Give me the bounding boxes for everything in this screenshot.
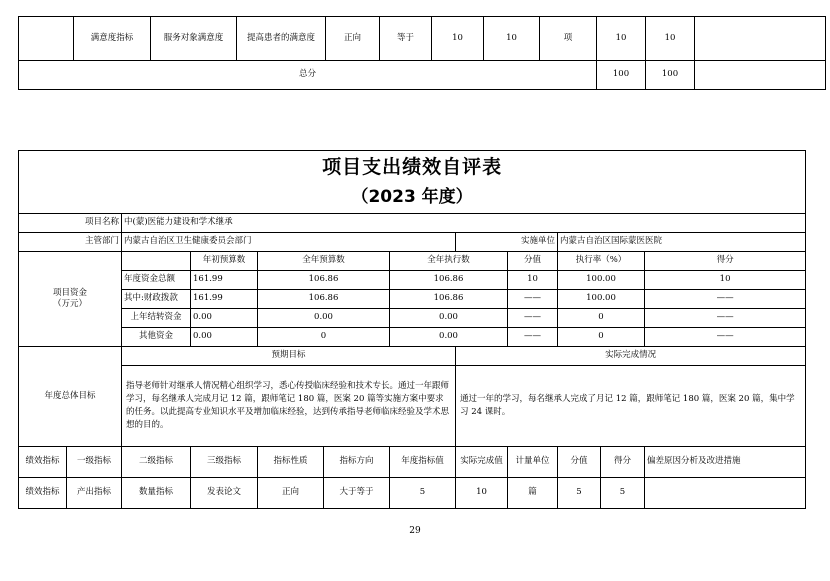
column-header: 全年执行数 bbox=[390, 252, 508, 271]
column-header: 年初预算数 bbox=[191, 252, 258, 271]
table-cell: 项 bbox=[540, 17, 597, 61]
funds-row bbox=[19, 328, 806, 347]
column-header: 二级指标 bbox=[122, 447, 191, 478]
table-cell: 上年结转资金 bbox=[122, 309, 191, 328]
table-cell: 0 bbox=[558, 328, 645, 347]
table-cell: 0.00 bbox=[191, 309, 258, 328]
table-cell bbox=[645, 478, 806, 509]
table-cell bbox=[19, 17, 74, 61]
table-row bbox=[19, 233, 806, 252]
goal-content-row bbox=[19, 366, 806, 447]
table-cell: 5 bbox=[558, 478, 601, 509]
title-row bbox=[19, 151, 806, 214]
table-cell: 5 bbox=[601, 478, 645, 509]
table-cell: 10 bbox=[484, 17, 540, 61]
table-cell bbox=[695, 17, 826, 61]
column-header: 三级指标 bbox=[191, 447, 258, 478]
table-cell bbox=[122, 252, 191, 271]
column-header: 指标方向 bbox=[324, 447, 390, 478]
column-header: 执行率（%） bbox=[558, 252, 645, 271]
table-cell: —— bbox=[508, 328, 558, 347]
table-cell: 年度资金总额 bbox=[122, 271, 191, 290]
previous-indicator-table bbox=[18, 16, 826, 90]
total-label: 总分 bbox=[19, 61, 597, 90]
funds-row bbox=[19, 271, 806, 290]
table-cell: 其中:财政拨款 bbox=[122, 290, 191, 309]
page-number: 29 bbox=[409, 526, 421, 536]
table-row bbox=[19, 214, 806, 233]
project-name-label: 项目名称 bbox=[19, 214, 122, 233]
table-cell: —— bbox=[508, 290, 558, 309]
indicator-header-row bbox=[19, 447, 806, 478]
self-evaluation-table bbox=[18, 150, 806, 509]
table-cell: 0.00 bbox=[390, 328, 508, 347]
table-cell: 0.00 bbox=[258, 309, 390, 328]
dept-label: 主管部门 bbox=[19, 233, 122, 252]
table-cell: 等于 bbox=[380, 17, 432, 61]
page-title: 项目支出绩效自评表 bbox=[322, 155, 503, 178]
table-cell: 10 bbox=[456, 478, 508, 509]
table-cell: 10 bbox=[597, 17, 646, 61]
column-header: 分值 bbox=[558, 447, 601, 478]
impl-value: 内蒙古自治区国际蒙医医院 bbox=[558, 233, 806, 252]
column-header: 全年预算数 bbox=[258, 252, 390, 271]
table-cell: 106.86 bbox=[390, 271, 508, 290]
dept-value: 内蒙古自治区卫生健康委员会部门 bbox=[122, 233, 456, 252]
table-cell: 161.99 bbox=[191, 271, 258, 290]
column-header: 一级指标 bbox=[67, 447, 122, 478]
expected-label: 预期目标 bbox=[122, 347, 456, 366]
table-cell: —— bbox=[645, 328, 806, 347]
column-header: 分值 bbox=[508, 252, 558, 271]
column-header: 实际完成值 bbox=[456, 447, 508, 478]
table-cell: 正向 bbox=[258, 478, 324, 509]
table-cell: 数量指标 bbox=[122, 478, 191, 509]
table-cell: 绩效指标 bbox=[19, 478, 67, 509]
table-cell: 100.00 bbox=[558, 271, 645, 290]
total-score: 100 bbox=[597, 61, 646, 90]
column-header: 得分 bbox=[601, 447, 645, 478]
table-cell: 106.86 bbox=[258, 290, 390, 309]
column-header: 得分 bbox=[645, 252, 806, 271]
table-cell: 10 bbox=[432, 17, 484, 61]
table-cell: 106.86 bbox=[390, 290, 508, 309]
table-cell: 0 bbox=[258, 328, 390, 347]
column-header: 计量单位 bbox=[508, 447, 558, 478]
table-cell: 服务对象满意度 bbox=[151, 17, 237, 61]
title-cell bbox=[19, 151, 806, 214]
table-cell: 10 bbox=[646, 17, 695, 61]
total-score: 100 bbox=[646, 61, 695, 90]
table-cell: 106.86 bbox=[258, 271, 390, 290]
table-cell: 161.99 bbox=[191, 290, 258, 309]
total-row bbox=[19, 61, 826, 90]
funds-row bbox=[19, 290, 806, 309]
table-cell: 5 bbox=[390, 478, 456, 509]
table-cell: 产出指标 bbox=[67, 478, 122, 509]
column-header: 指标性质 bbox=[258, 447, 324, 478]
table-cell: 10 bbox=[645, 271, 806, 290]
table-cell: 正向 bbox=[326, 17, 380, 61]
table-cell: 满意度指标 bbox=[74, 17, 151, 61]
funds-row bbox=[19, 309, 806, 328]
table-cell: 发表论文 bbox=[191, 478, 258, 509]
column-header: 绩效指标 bbox=[19, 447, 67, 478]
table-cell: —— bbox=[645, 290, 806, 309]
indicator-row bbox=[19, 478, 806, 509]
table-cell: 100.00 bbox=[558, 290, 645, 309]
table-cell: 篇 bbox=[508, 478, 558, 509]
column-header: 年度指标值 bbox=[390, 447, 456, 478]
goal-label: 年度总体目标 bbox=[19, 347, 122, 447]
table-cell: 大于等于 bbox=[324, 478, 390, 509]
table-row bbox=[19, 17, 826, 61]
table-cell: —— bbox=[645, 309, 806, 328]
impl-label: 实施单位 bbox=[456, 233, 558, 252]
table-cell: 0 bbox=[558, 309, 645, 328]
table-cell: 0.00 bbox=[390, 309, 508, 328]
funds-label: 项目资金 （万元） bbox=[19, 252, 122, 347]
table-cell: —— bbox=[508, 309, 558, 328]
expected-text: 指导老师针对继承人情况精心组织学习，悉心传授临床经验和技术专长。通过一年跟师学习，每名继承人完成月记 12 篇，跟师笔记 180 篇，医案 20 篇等实施方案中要求的任务。以此提高专业知识水平及增加临床经验，达到传承指导老师临床经验及学术思想的目的。 bbox=[122, 366, 456, 447]
page-subtitle: （2023 年度） bbox=[351, 187, 473, 208]
actual-text: 通过一年的学习，每名继承人完成了月记 12 篇，跟师笔记 180 篇，医案 20 篇，集中学习 24 课时。 bbox=[456, 366, 806, 447]
table-cell: 10 bbox=[508, 271, 558, 290]
table-cell: 提高患者的满意度 bbox=[237, 17, 326, 61]
goal-header-row bbox=[19, 347, 806, 366]
table-cell bbox=[695, 61, 826, 90]
table-cell: 0.00 bbox=[191, 328, 258, 347]
actual-label: 实际完成情况 bbox=[456, 347, 806, 366]
column-header: 偏差原因分析及改进措施 bbox=[645, 447, 806, 478]
project-name: 中(蒙)医能力建设和学术继承 bbox=[122, 214, 806, 233]
table-cell: 其他资金 bbox=[122, 328, 191, 347]
funds-header-row bbox=[19, 252, 806, 271]
